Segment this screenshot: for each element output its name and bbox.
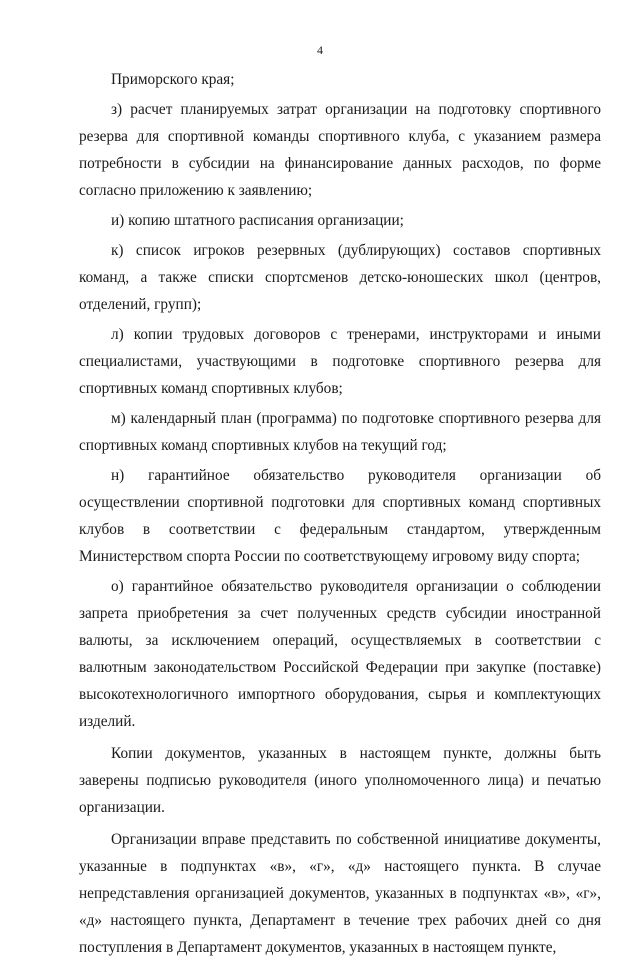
paragraph-item-m: м) календарный план (программа) по подготовке спортивного резерва для спортивных команд спортивных клубов на текущий год; (79, 410, 601, 454)
paragraph-item-k: к) список игроков резервных (дублирующих) составов спортивных команд, а также списки спортсменов детско-юношеских школ (центров, отделений, групп); (79, 242, 601, 313)
page-number: 4 (317, 43, 323, 57)
document-body (79, 66, 601, 961)
paragraph-optional-documents: Организации вправе представить по собственной инициативе документы, указанные в подпунктах «в», «г», «д» настоящего пункта. В случае непредставления организацией документов, указанных в подпунктах «в», «г», «д» настоящего пункта, Департамент в течение трех рабочих дней со дня поступления в Департамент документов, указанных в настоящем пункте, (79, 831, 601, 956)
paragraph-item-o: о) гарантийное обязательство руководителя организации о соблюдении запрета приобретения за счет полученных средств субсидии иностранной валюты, за исключением операций, осуществляемых в соответствии с валютным законодательством Российской Федерации при закупке (поставке) высокотехнологичного импортного оборудования, сырья и комплектующих изделий. (79, 578, 601, 730)
paragraph-item-l: л) копии трудовых договоров с тренерами, инструкторами и иными специалистами, участвующими в подготовке спортивного резерва для спортивных команд спортивных клубов; (79, 326, 601, 397)
paragraph-item-n: н) гарантийное обязательство руководителя организации об осуществлении спортивной подготовки для спортивных команд спортивных клубов в соответствии с федеральным стандартом, утвержденным Министерством спорта России по соответствующему игровому виду спорта; (79, 467, 601, 565)
paragraph-continuation: Приморского края; (111, 71, 235, 88)
paragraph-item-i: и) копию штатного расписания организации; (111, 212, 404, 229)
paragraph-item-z: з) расчет планируемых затрат организации на подготовку спортивного резерва для спортивной команды спортивного клуба, с указанием размера потребности в субсидии на финансирование данных расходов, по форме согласно приложению к заявлению; (79, 101, 601, 199)
paragraph-copies-certification: Копии документов, указанных в настоящем пункте, должны быть заверены подписью руководителя (иного уполномоченного лица) и печатью организации. (79, 745, 601, 816)
